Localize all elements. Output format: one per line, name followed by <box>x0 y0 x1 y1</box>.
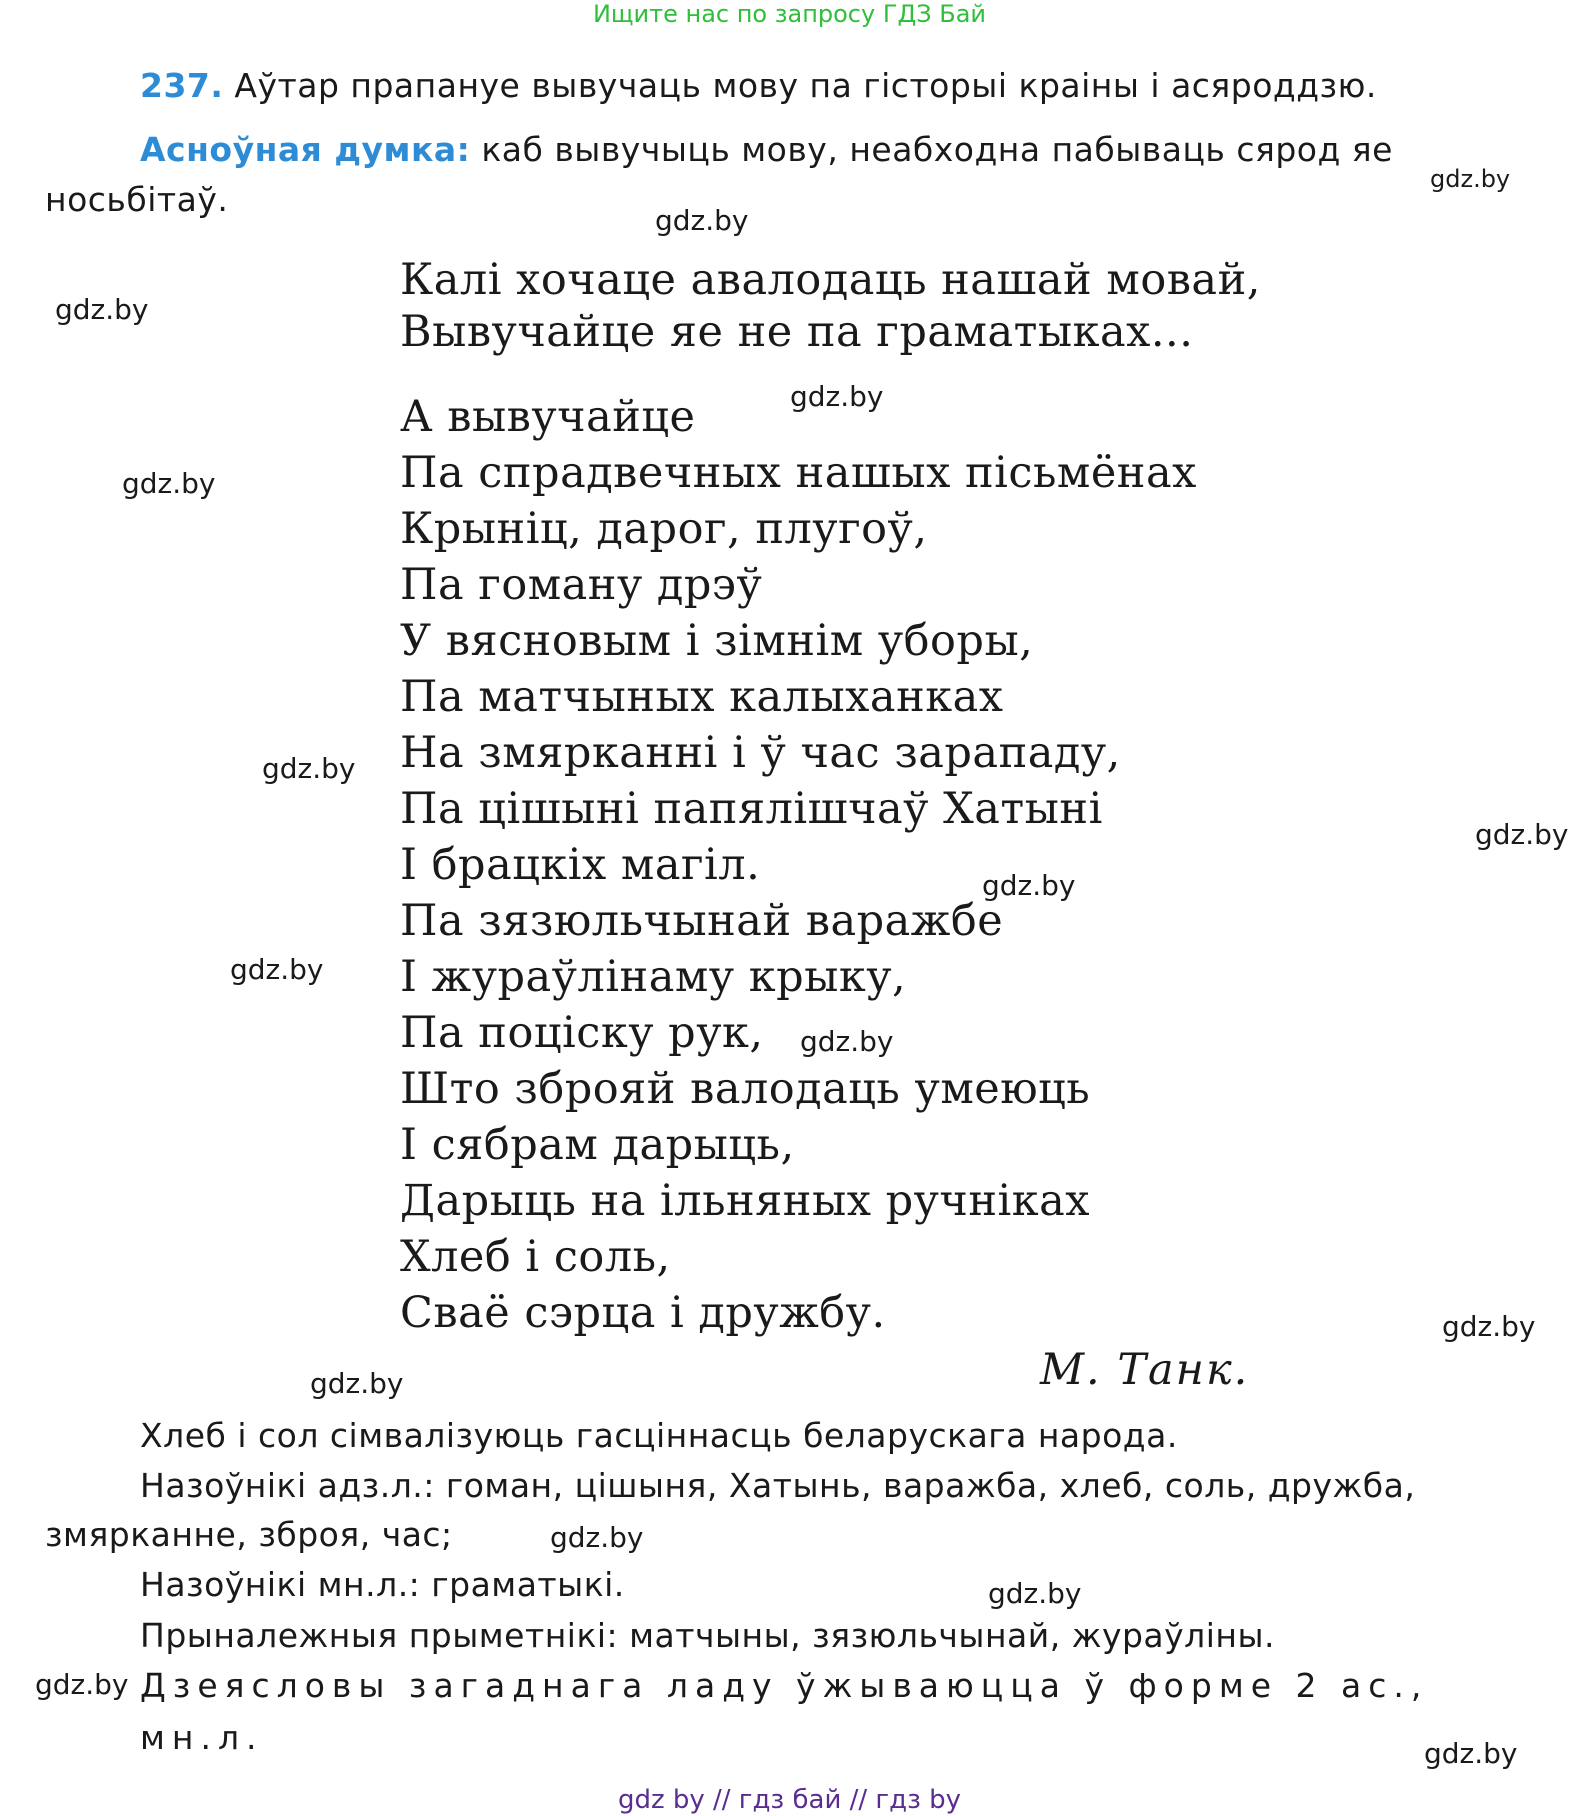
answer-nouns-singular: Назоўнікі адз.л.: гоман, цішыня, Хатынь, варажба, хлеб, соль, дружба, <box>140 1466 1416 1505</box>
poem-line: У вясновым і зімнім уборы, <box>400 616 1034 666</box>
main-idea-text: каб вывучыць мову, неабходна пабываць сярод яе <box>481 130 1393 169</box>
main-idea <box>140 130 1393 169</box>
footer-links[interactable]: gdz by // гдз бай // гдз by <box>617 1785 962 1815</box>
watermark: gdz.by <box>1475 818 1569 851</box>
answer-symbol: Хлеб і сол сімвалізуюць гасціннасць беларускага народа. <box>140 1416 1178 1455</box>
poem-line: Па матчыных калыханках <box>400 672 1004 722</box>
poem-line: Па цішыні папялішчаў Хатыні <box>400 784 1103 834</box>
poem-line: Хлеб і соль, <box>400 1232 671 1282</box>
poem-line: І сябрам дарыць, <box>400 1120 795 1170</box>
watermark: gdz.by <box>1442 1310 1536 1343</box>
watermark: gdz.by <box>35 1668 129 1701</box>
poem-line: А вывучайце <box>400 392 696 442</box>
watermark: gdz.by <box>262 752 356 785</box>
watermark: gdz.by <box>988 1577 1082 1610</box>
answer-possessive-adjectives: Прыналежныя прыметнікі: матчыны, зязюльчынай, жураўліны. <box>140 1616 1276 1655</box>
answer-nouns-plural: Назоўнікі мн.л.: граматыкі. <box>140 1565 625 1604</box>
poem-line: Калі хочаце авалодаць нашай мовай, <box>400 255 1261 305</box>
task-number: 237. <box>140 66 224 105</box>
answer-imperative-verbs-continued: мн.л. <box>140 1718 264 1757</box>
poem-line: Што зброяй валодаць умеюць <box>400 1064 1091 1114</box>
answer-nouns-singular-continued: змярканне, зброя, час; <box>45 1515 453 1554</box>
watermark: gdz.by <box>55 293 149 326</box>
poem-line: Дарыць на ільняных ручніках <box>400 1176 1091 1226</box>
poem-line: На змярканні і ў час зарападу, <box>400 728 1121 778</box>
poem-line: Сваё сэрца і дружбу. <box>400 1288 886 1338</box>
watermark: gdz.by <box>550 1521 644 1554</box>
poem-line: І брацкіх магіл. <box>400 840 761 890</box>
task-intro-text: Аўтар прапануе вывучаць мову па гісторыі краіны і асяроддзю. <box>234 66 1377 105</box>
watermark: gdz.by <box>790 380 884 413</box>
poem-line: Па гоману дрэў <box>400 560 763 610</box>
watermark: gdz.by <box>1430 165 1511 193</box>
watermark: gdz.by <box>982 869 1076 902</box>
top-banner[interactable]: Ищите нас по запросу ГДЗ Бай <box>592 0 987 28</box>
answer-imperative-verbs: Дзеясловы загаднага ладу ўжываюцца ў форме 2 ас., <box>140 1666 1429 1705</box>
main-idea-continued: носьбітаў. <box>45 180 229 219</box>
poem-line: Па поціску рук, <box>400 1008 764 1058</box>
watermark: gdz.by <box>230 953 324 986</box>
task-intro <box>140 66 1377 105</box>
poem-line: І жураўлінаму крыку, <box>400 952 907 1002</box>
poem-line: Крыніц, дарог, плугоў, <box>400 504 928 554</box>
poem-line: Па зязюльчынай варажбе <box>400 896 1004 946</box>
poem-line: Па спрадвечных нашых пісьмёнах <box>400 448 1197 498</box>
watermark: gdz.by <box>122 467 216 500</box>
watermark: gdz.by <box>310 1367 404 1400</box>
main-idea-label: Асноўная думка: <box>140 130 471 169</box>
watermark: gdz.by <box>1424 1737 1518 1770</box>
poem-line: Вывучайце яе не па граматыках... <box>400 307 1194 357</box>
poem-author: М. Танк. <box>1040 1345 1250 1395</box>
watermark: gdz.by <box>800 1025 894 1058</box>
watermark: gdz.by <box>655 204 749 237</box>
